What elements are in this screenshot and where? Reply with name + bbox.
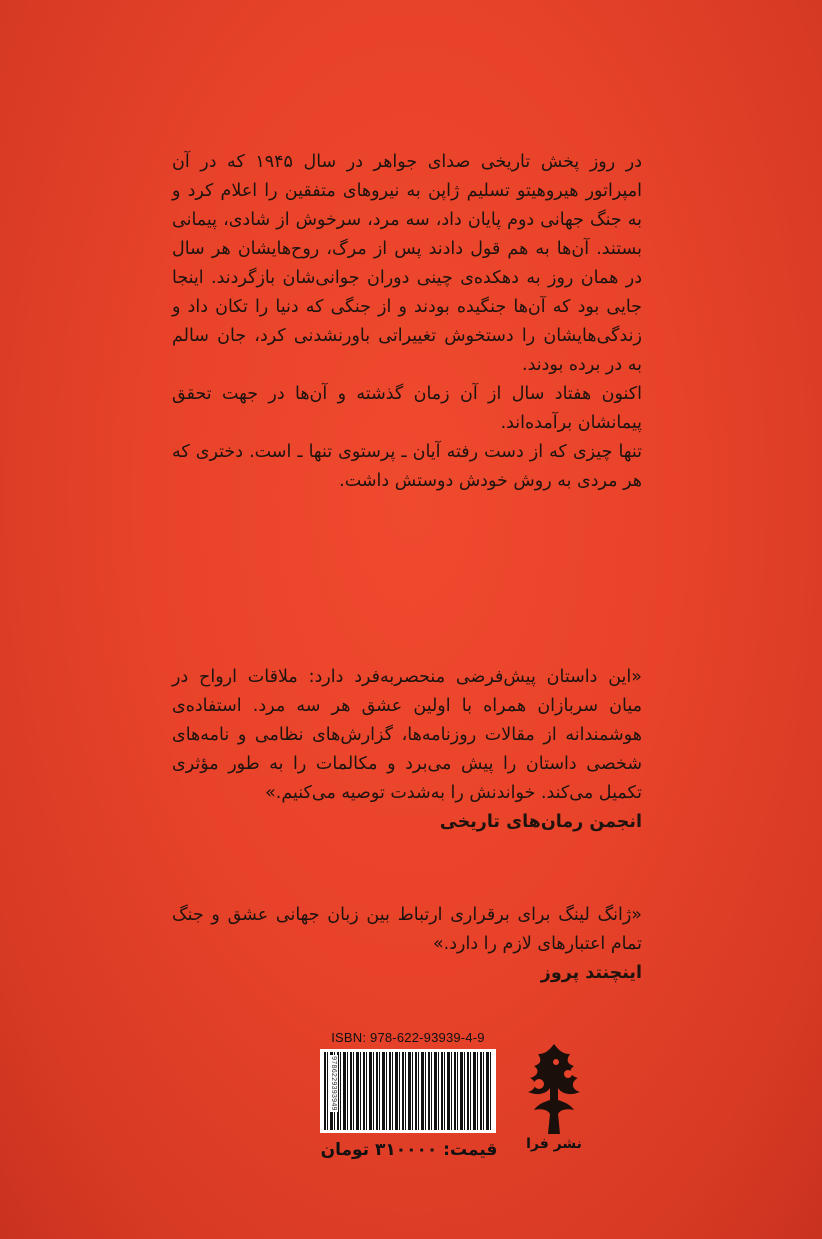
price-label: قیمت: ۳۱۰۰۰۰ تومان (320, 1140, 498, 1160)
synopsis-paragraph-2: اکنون هفتاد سال از آن زمان گذشته و آن‌ها در جهت تحقق پیمانشان برآمده‌اند. (172, 384, 642, 433)
isbn-label: ISBN: 978-622-93939-4-9 (331, 1030, 485, 1045)
tree-logo-icon (508, 1040, 600, 1140)
synopsis-paragraph-3: تنها چیزی که از دست رفته آیان ـ پرستوی تنها ـ است. دختری که هر مردی به روش خودش دوستش داشت. (172, 442, 642, 491)
barcode-bars (324, 1052, 492, 1130)
review-quote-1-source: انجمن رمان‌های تاریخی (439, 812, 642, 832)
barcode-digits: 9786229393949 (329, 1056, 337, 1111)
synopsis-block (172, 148, 642, 496)
isbn-block (320, 1030, 496, 1133)
review-quote-2-source: اینچنتد پروز (540, 963, 642, 983)
publisher-logo (508, 1040, 600, 1172)
publisher-name: نشر فرا (526, 1136, 582, 1152)
barcode (320, 1049, 496, 1133)
synopsis-paragraph-1: در روز پخش تاریخی صدای جواهر در سال ۱۹۴۵ که در آن امپراتور هیروهیتو تسلیم ژاپن به نیروهای متفقین را اعلام کرد و به جنگ جهانی دوم پایان داد، سه مرد، سرخوش از شادی، پیمانی بستند. آن‌ها به هم قول دادند پس از مرگ، روح‌هایشان هر سال در همان روز به دهکده‌ی چینی دوران جوانی‌شان بازگردند. اینجا جایی بود که آن‌ها جنگیده بودند و از جنگی که دنیا را تکان داد و زندگی‌هایشان را دستخوش تغییراتی باورنشدنی کرد، جان سالم به در برده بودند. (172, 152, 642, 375)
review-quote-2-text: «ژانگ لینگ برای برقراری ارتباط بین زبان جهانی عشق و جنگ تمام اعتبارهای لازم را دارد.» (172, 905, 642, 954)
review-quote-1 (172, 634, 642, 837)
review-quote-1-text: «این داستان پیش‌فرضی منحصربه‌فرد دارد: ملاقات ارواح در میان سربازان همراه با اولین عشق هر سه مرد. استفاده‌ی هوشمندانه از مقالات روزنامه‌ها، گزارش‌های نظامی و نامه‌های شخصی داستان را پیش می‌برد و مکالمات را به طور مؤثری تکمیل می‌کند. خواندنش را به‌شدت توصیه می‌کنیم.» (172, 667, 642, 803)
review-quote-2 (172, 872, 642, 988)
